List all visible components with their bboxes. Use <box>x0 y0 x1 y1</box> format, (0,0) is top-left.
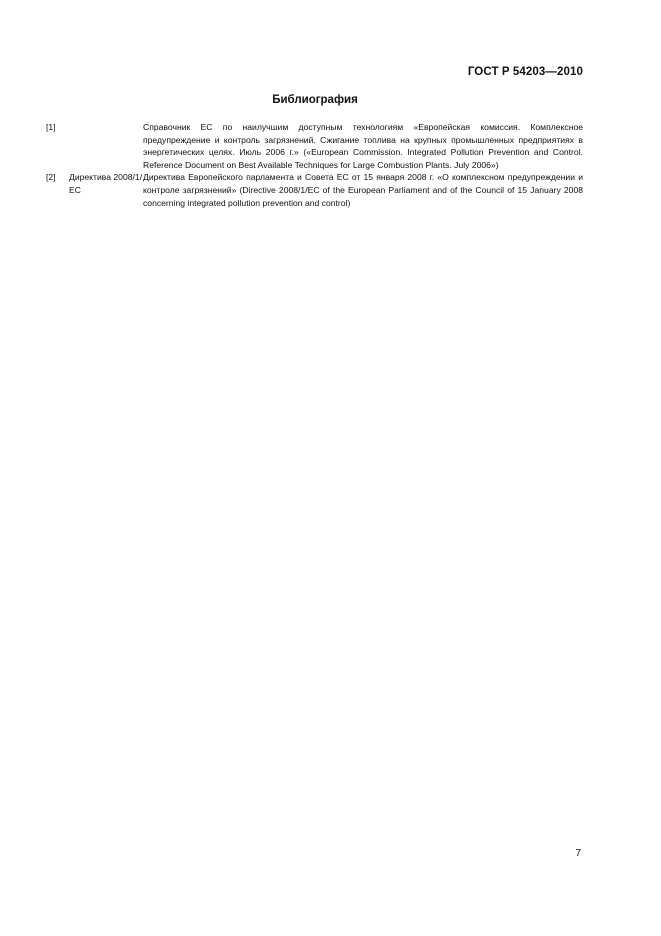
bibliography-entry <box>46 121 583 171</box>
bibliography-entry-code <box>69 121 143 171</box>
page-number: 7 <box>575 848 581 859</box>
bibliography-entry-code: Директива 2008/1/ЕС <box>69 172 143 195</box>
bibliography-entry-text: Директива Европейского парламента и Совета ЕС от 15 января 2008 г. «О комплексном предупреждении и контроле загрязнений» (Directive 2008/1/EC of the European Parliament and of the Council of 15 January 2008 concerning integrated pollution prevention and control) <box>143 172 583 208</box>
bibliography-entry-number: [1] <box>46 122 56 132</box>
bibliography-entry-text: Справочник ЕС по наилучшим доступным технологиям «Европейская комиссия. Комплексное предупреждение и контроль загрязнений. Сжигание топлива на крупных промышленных предприятиях в энергетических целях. Июль 2006 г.» («European Commission. Integrated Pollution Prevention and Control. Reference Document on Best Available Techniques for Large Combustion Plants. July 2006») <box>143 122 583 170</box>
bibliography-entry-number: [2] <box>46 172 56 183</box>
document-header-standard: ГОСТ Р 54203—2010 <box>467 66 583 78</box>
bibliography-entry <box>46 171 583 209</box>
section-title: Библиография <box>272 94 358 106</box>
bibliography-list <box>46 121 583 209</box>
